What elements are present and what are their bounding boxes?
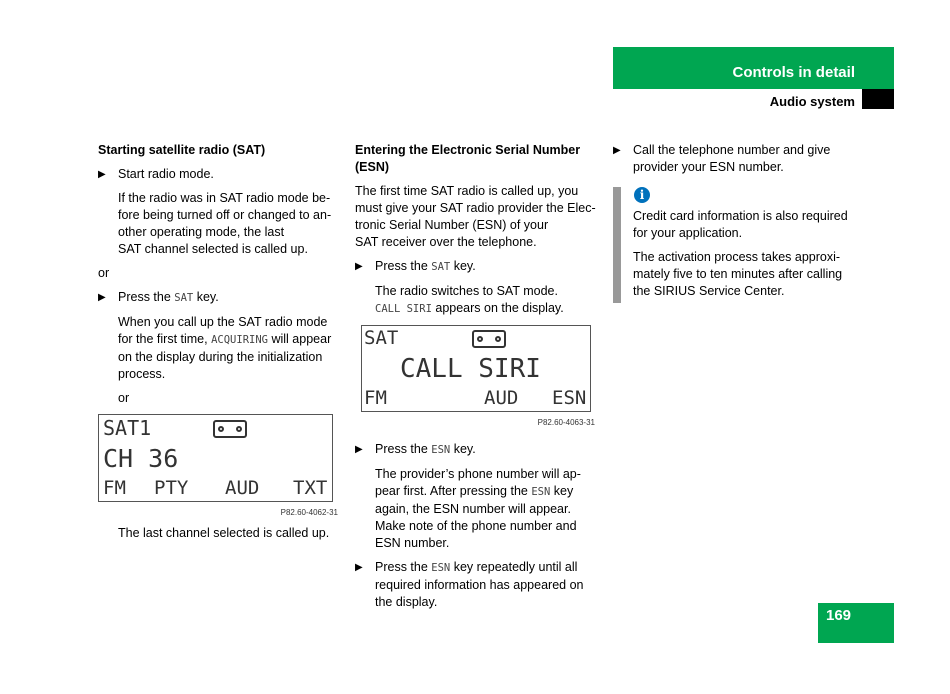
column-2: [355, 142, 605, 618]
step-press-esn-repeat: ▶ Press the ESN key repeatedly until all required information has appeared on the display.: [355, 560, 584, 609]
info-bar: [613, 187, 621, 303]
step-press-sat: ▶ Press the SAT key.: [98, 290, 219, 304]
lcd-softkey-txt: TXT: [293, 477, 328, 499]
step-note: If the radio was in SAT radio mode be- fore being turned off or changed to an- other operating mode, the last SAT channel selected is called up.: [118, 191, 332, 256]
bullet-icon: ▶: [355, 261, 363, 272]
figure-caption: P82.60-4062-31: [280, 508, 338, 517]
key-sat: SAT: [431, 261, 451, 273]
bullet-icon: ▶: [355, 562, 363, 573]
or-text: or: [98, 266, 110, 280]
display-text-call-siri: CALL SIRI: [375, 303, 432, 315]
bullet-icon: ▶: [613, 145, 621, 156]
header-marker: [862, 89, 894, 109]
info-paragraph: Credit card information is also required for your application.: [633, 209, 848, 240]
lcd-softkey-fm: FM: [364, 387, 387, 409]
step-press-esn: ▶ Press the ESN key.: [355, 442, 476, 456]
key-esn: ESN: [431, 444, 451, 456]
key-esn: ESN: [531, 486, 551, 498]
display-text-acquiring: ACQUIRING: [211, 334, 268, 346]
key-sat: SAT: [174, 292, 194, 304]
lcd-softkey-pty: PTY: [154, 477, 189, 499]
info-paragraph: The activation process takes approxi- mately five to ten minutes after calling the SIRIUS Service Center.: [633, 250, 843, 298]
step-note: When you call up the SAT radio mode for the first time, ACQUIRING will appear on the display during the initialization process.: [118, 315, 332, 381]
info-box: [633, 208, 873, 307]
key-esn: ESN: [431, 562, 451, 574]
step-start-radio: ▶ Start radio mode.: [98, 167, 214, 181]
page-number: 169: [826, 607, 852, 624]
lcd-row1: SAT: [364, 327, 399, 349]
cassette-icon: [472, 330, 506, 348]
lcd-row2: CH 36: [103, 444, 179, 473]
section-subtitle: Audio system: [769, 94, 855, 109]
radio-display-call-siri: [361, 325, 591, 412]
lcd-softkey-esn: ESN: [552, 387, 587, 409]
bullet-icon: ▶: [355, 444, 363, 455]
lcd-row1: SAT1: [103, 416, 152, 440]
lcd-softkey-aud: AUD: [225, 477, 260, 499]
lcd-softkey-aud: AUD: [484, 387, 519, 409]
bullet-icon: ▶: [98, 292, 106, 303]
section-title: Controls in detail: [732, 64, 855, 81]
column-3: [613, 142, 863, 183]
radio-display-sat1: [98, 414, 333, 502]
intro-text: The first time SAT radio is called up, you must give your SAT radio provider the Elec- tronic Serial Number (ESN) of your SAT receiver over the telephone.: [355, 184, 596, 249]
or-text: or: [118, 391, 130, 405]
bullet-icon: ▶: [98, 169, 106, 180]
step-call-provider: ▶ Call the telephone number and give provider your ESN number.: [613, 143, 831, 174]
heading-entering-esn: Entering the Electronic Serial Number (ESN): [355, 143, 581, 174]
column-1: [98, 142, 343, 549]
lcd-row2: CALL SIRI: [400, 354, 541, 384]
figure-caption: P82.60-4063-31: [537, 418, 595, 427]
info-icon: i: [634, 187, 650, 203]
heading-starting-sat: Starting satellite radio (SAT): [98, 143, 266, 157]
step-note: The radio switches to SAT mode. CALL SIRI appears on the display.: [375, 284, 564, 315]
step-press-sat: ▶ Press the SAT key.: [355, 259, 476, 273]
lcd-softkey-fm: FM: [103, 477, 126, 499]
after-display-text: The last channel selected is called up.: [118, 526, 330, 540]
cassette-icon: [213, 420, 247, 438]
step-note: The provider’s phone number will ap- pear first. After pressing the ESN key again, the ESN number will appear. Make note of the phone number and ESN number.: [375, 467, 581, 550]
